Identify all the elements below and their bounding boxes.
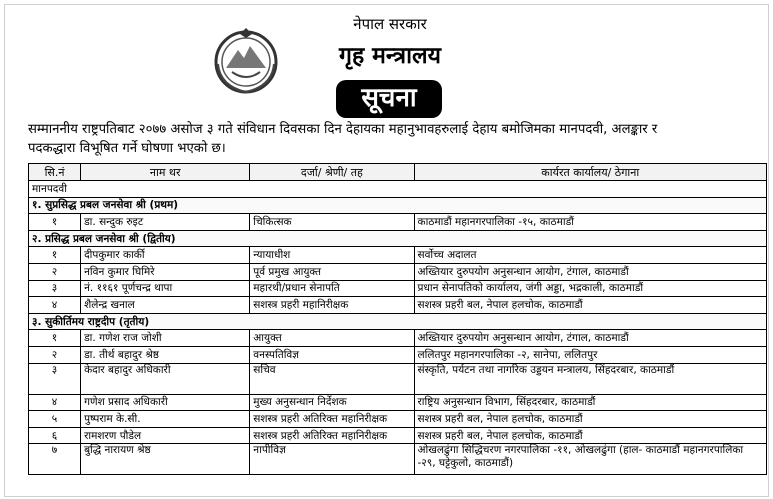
rank-cell: वनस्पतिविज्ञ [250,346,414,363]
rank-cell: आयुक्त [250,330,414,347]
table-row [29,263,767,280]
serial-cell: ३ [29,363,81,394]
rank-cell: सशस्त्र प्रहरी अतिरिक्त महानिरीक्षक [250,411,414,428]
office-cell: सशस्त्र प्रहरी बल, नेपाल हलचोक, काठमाडौं [414,411,767,428]
serial-cell: ३ [29,280,81,297]
table-header-row [29,164,767,181]
rank-cell: सशस्त्र प्रहरी महानिरीक्षक [250,297,414,314]
serial-cell: ६ [29,427,81,444]
rank-cell: सशस्त्र प्रहरी अतिरिक्त महानिरीक्षक [250,427,414,444]
rank-cell: चिकित्सक [250,214,414,231]
serial-cell: ७ [29,444,81,475]
table-row [29,394,767,411]
section-row [29,197,767,214]
category-row [29,181,767,198]
office-cell: राष्ट्रिय अनुसन्धान विभाग, सिंहदरबार, काठमाडौं [414,394,767,411]
office-cell: संस्कृति, पर्यटन तथा नागरिक उड्डयन मन्त्रालय, सिंहदरबार, काठमाडौं [414,363,767,394]
table-row [29,444,767,475]
rank-cell: महारथी/प्रधान सेनापति [250,280,414,297]
table-row [29,411,767,428]
office-cell: प्रधान सेनापतिको कार्यालय, जंगी अड्डा, भद्रकाली, काठमाडौं [414,280,767,297]
intro-line-1: सम्माननीय राष्ट्रपतिबाट २०७७ असोज ३ गते संविधान दिवसका दिन देहायका महानुभावहरुलाई देहाय बमोजिमका मानपदवी, अलङ्कार र [28,122,658,137]
name-cell: नविन कुमार घिमिरे [81,263,250,280]
serial-cell: १ [29,330,81,347]
government-name: नेपाल सरकार [353,15,427,33]
serial-cell: ४ [29,297,81,314]
table-row [29,346,767,363]
office-cell: सशस्त्र प्रहरी बल, नेपाल हलचोक, काठमाडौं [414,297,767,314]
name-cell: शैलेन्द्र खनाल [81,297,250,314]
rank-cell: मुख्य अनुसन्धान निर्देशक [250,394,414,411]
name-cell: डा. तीर्थ बहादुर श्रेष्ठ [81,346,250,363]
serial-cell: १ [29,247,81,264]
rank-cell: पूर्व प्रमुख आयुक्त [250,263,414,280]
section-title: २. प्रसिद्ध प्रबल जनसेवा श्री (द्वितीय) [29,230,767,247]
intro-paragraph [28,120,768,158]
notice-title: सूचना [336,80,442,118]
rank-cell: न्यायाधीश [250,247,414,264]
office-cell: ललितपुर महानगरपालिका -२, सानेपा, ललितपुर [414,346,767,363]
office-cell: सशस्त्र प्रहरी बल, नेपाल हलचोक, काठमाडौं [414,427,767,444]
category-label: मानपदवी [29,181,767,198]
office-cell: काठमाडौं महानगरपालिका -१५, काठमाडौं [414,214,767,231]
name-cell: डा. गणेश राज जोशी [81,330,250,347]
header-serial: सि.नं [29,164,81,181]
rank-cell: सचिव [250,363,414,394]
name-cell: केदार बहादुर अधिकारी [81,363,250,394]
intro-line-2: पदकद्धारा विभूषित गर्ने घोषणा भएको छ। [28,141,226,156]
name-cell: रामशरण पौडेल [81,427,250,444]
name-cell: बुद्धि नारायण श्रेष्ठ [81,444,250,475]
table-row [29,247,767,264]
section-row [29,230,767,247]
serial-cell: ५ [29,411,81,428]
serial-cell: २ [29,346,81,363]
name-cell: गणेश प्रसाद अधिकारी [81,394,250,411]
table-row [29,363,767,394]
office-cell: अख्तियार दुरुपयोग अनुसन्धान आयोग, टंगाल, काठमाडौं [414,263,767,280]
rank-cell: नापीविज्ञ [250,444,414,475]
table-row [29,427,767,444]
table-row [29,297,767,314]
name-cell: नं. ११६१ पूर्णचन्द्र थापा [81,280,250,297]
nepal-government-emblem-icon [210,24,282,96]
serial-cell: २ [29,263,81,280]
header-name: नाम थर [81,164,250,181]
table-row [29,330,767,347]
table-row [29,214,767,231]
serial-cell: १ [29,214,81,231]
serial-cell: ४ [29,394,81,411]
ministry-name: गृह मन्त्रालय [339,43,441,69]
office-cell: अख्तियार दुरुपयोग अनुसन्धान आयोग, टंगाल, काठमाडौं [414,330,767,347]
awards-table [28,163,767,475]
header-office: कार्यरत कार्यालय/ ठेगाना [414,164,767,181]
office-cell: ओखलढुंगा सिद्धिचरण नगरपालिका -११, ओखलढुंगा (हाल- काठमाडौं महानगरपालिका -२९, घट्टेकुलो, काठमाडौं) [414,444,767,475]
office-cell: सर्वोच्च अदालत [414,247,767,264]
header-rank: दर्जा/ श्रेणी/ तह [250,164,414,181]
table-row [29,280,767,297]
table-body [29,181,767,475]
name-cell: पुष्पराम के.सी. [81,411,250,428]
section-row [29,313,767,330]
section-title: १. सुप्रसिद्ध प्रबल जनसेवा श्री (प्रथम) [29,197,767,214]
name-cell: डा. सन्दुक रुइट [81,214,250,231]
section-title: ३. सुकीर्तिमय राष्ट्रदीप (तृतीय) [29,313,767,330]
name-cell: दीपकुमार कार्की [81,247,250,264]
